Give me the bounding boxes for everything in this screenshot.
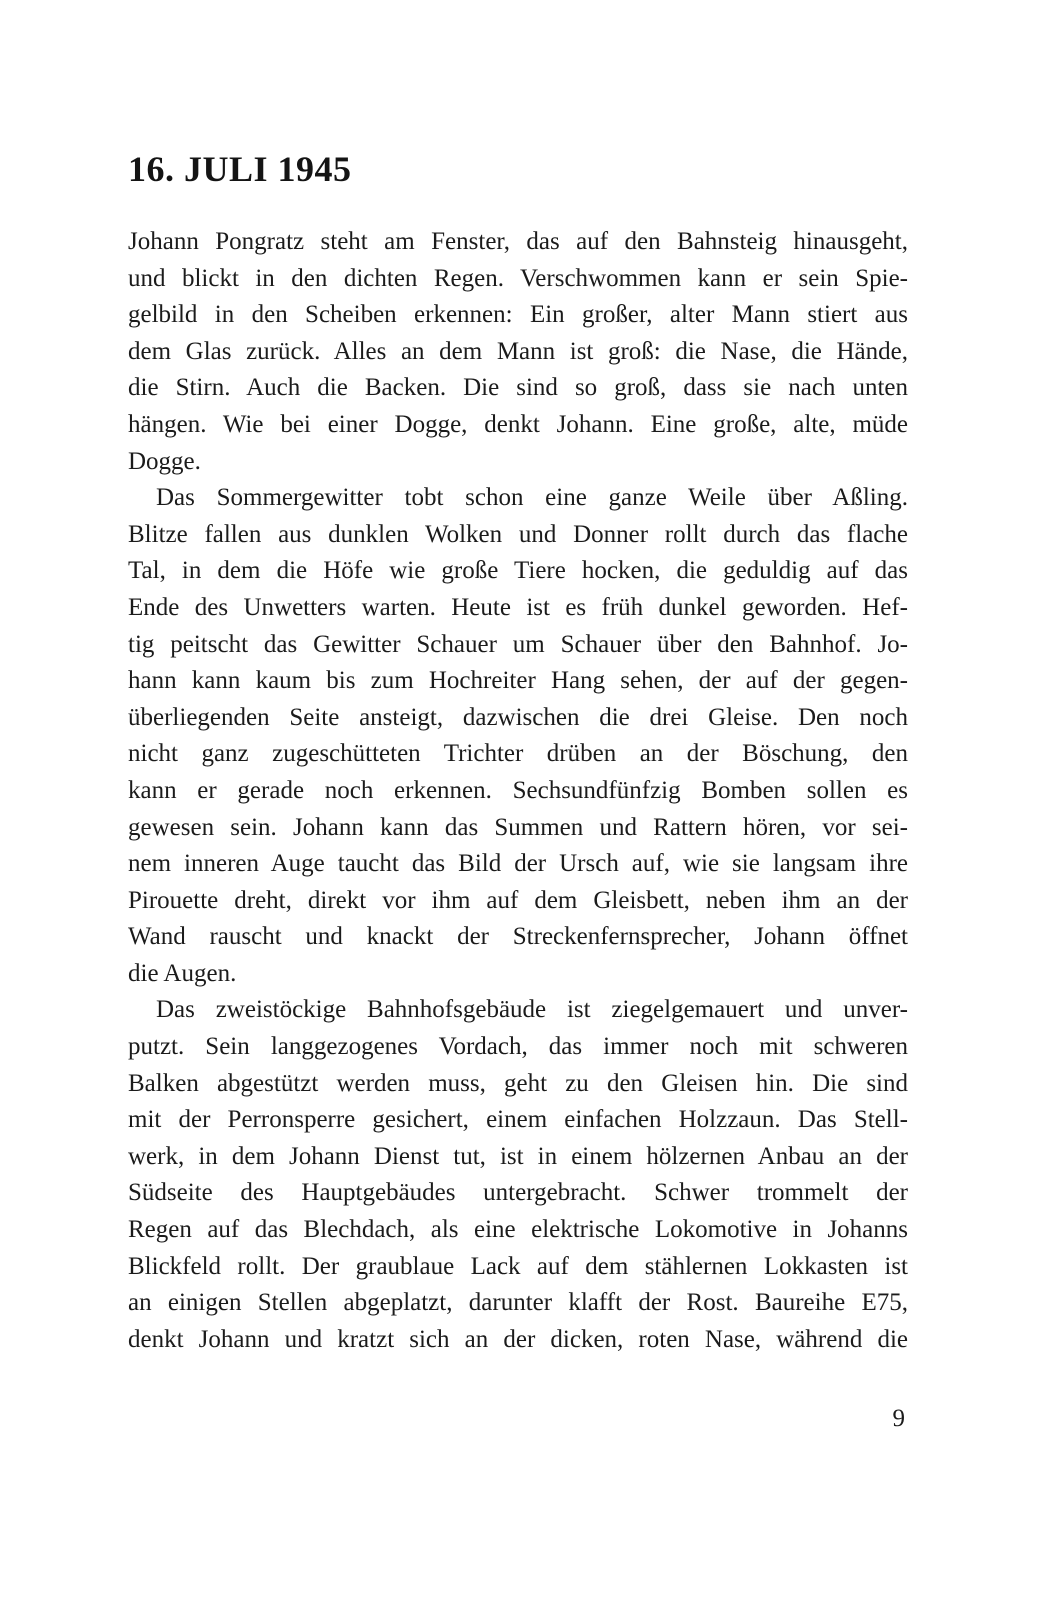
- text-line: an einigen Stellen abgeplatzt, darunter klafft der Rost. Baureihe E75,: [128, 1289, 908, 1317]
- text-line: Wand rauscht und knackt der Streckenfernsprecher, Johann öffnet: [128, 923, 908, 951]
- text-line: tig peitscht das Gewitter Schauer um Schauer über den Bahnhof. Jo-: [128, 630, 908, 658]
- text-line: gewesen sein. Johann kann das Summen und Rattern hören, vor sei-: [128, 813, 908, 841]
- text-line: Blitze fallen aus dunklen Wolken und Donner rollt durch das flache: [128, 520, 908, 548]
- text-line: hängen. Wie bei einer Dogge, denkt Johann. Eine große, alte, müde: [128, 410, 908, 438]
- text-line: Pirouette dreht, direkt vor ihm auf dem Gleisbett, neben ihm an der: [128, 886, 908, 914]
- text-line: die Augen.: [128, 959, 237, 987]
- text-line: und blickt in den dichten Regen. Verschwommen kann er sein Spie-: [128, 264, 908, 292]
- text-line: die Stirn. Auch die Backen. Die sind so groß, dass sie nach unten: [128, 374, 908, 402]
- text-line: nem inneren Auge taucht das Bild der Ursch auf, wie sie langsam ihre: [128, 850, 908, 878]
- text-line: mit der Perronsperre gesichert, einem einfachen Holzzaun. Das Stell-: [128, 1106, 908, 1134]
- text-line: Ende des Unwetters warten. Heute ist es früh dunkel geworden. Hef-: [128, 593, 908, 621]
- text-line: gelbild in den Scheiben erkennen: Ein großer, alter Mann stiert aus: [128, 301, 908, 329]
- text-line: Balken abgestützt werden muss, geht zu den Gleisen hin. Die sind: [128, 1069, 908, 1097]
- text-line: Johann Pongratz steht am Fenster, das auf den Bahnsteig hinausgeht,: [128, 228, 908, 255]
- text-line: Tal, in dem die Höfe wie große Tiere hocken, die geduldig auf das: [128, 557, 908, 585]
- text-line: Das zweistöckige Bahnhofsgebäude ist ziegelgemauert und unver-: [156, 996, 908, 1024]
- text-line: kann er gerade noch erkennen. Sechsundfünfzig Bomben sollen es: [128, 776, 908, 804]
- text-line: werk, in dem Johann Dienst tut, ist in einem hölzernen Anbau an der: [128, 1142, 908, 1170]
- text-line: Dogge.: [128, 447, 201, 475]
- text-line: putzt. Sein langgezogenes Vordach, das immer noch mit schweren: [128, 1033, 908, 1061]
- text-line: dem Glas zurück. Alles an dem Mann ist groß: die Nase, die Hände,: [128, 337, 908, 365]
- body-text: [128, 224, 908, 1358]
- text-line: Das Sommergewitter tobt schon eine ganze Weile über Aßling.: [156, 484, 908, 512]
- text-line: Südseite des Hauptgebäudes untergebracht. Schwer trommelt der: [128, 1179, 908, 1207]
- page-number: 9: [892, 1405, 905, 1432]
- text-line: nicht ganz zugeschütteten Trichter drüben an der Böschung, den: [128, 740, 908, 768]
- chapter-title: 16. JULI 1945: [128, 149, 352, 189]
- text-line: Regen auf das Blechdach, als eine elektrische Lokomotive in Johanns: [128, 1216, 908, 1244]
- text-line: denkt Johann und kratzt sich an der dicken, roten Nase, während die: [128, 1325, 908, 1353]
- text-line: überliegenden Seite ansteigt, dazwischen die drei Gleise. Den noch: [128, 703, 908, 731]
- text-line: hann kann kaum bis zum Hochreiter Hang sehen, der auf der gegen-: [128, 667, 908, 695]
- text-line: Blickfeld rollt. Der graublaue Lack auf dem stählernen Lokkasten ist: [128, 1252, 908, 1280]
